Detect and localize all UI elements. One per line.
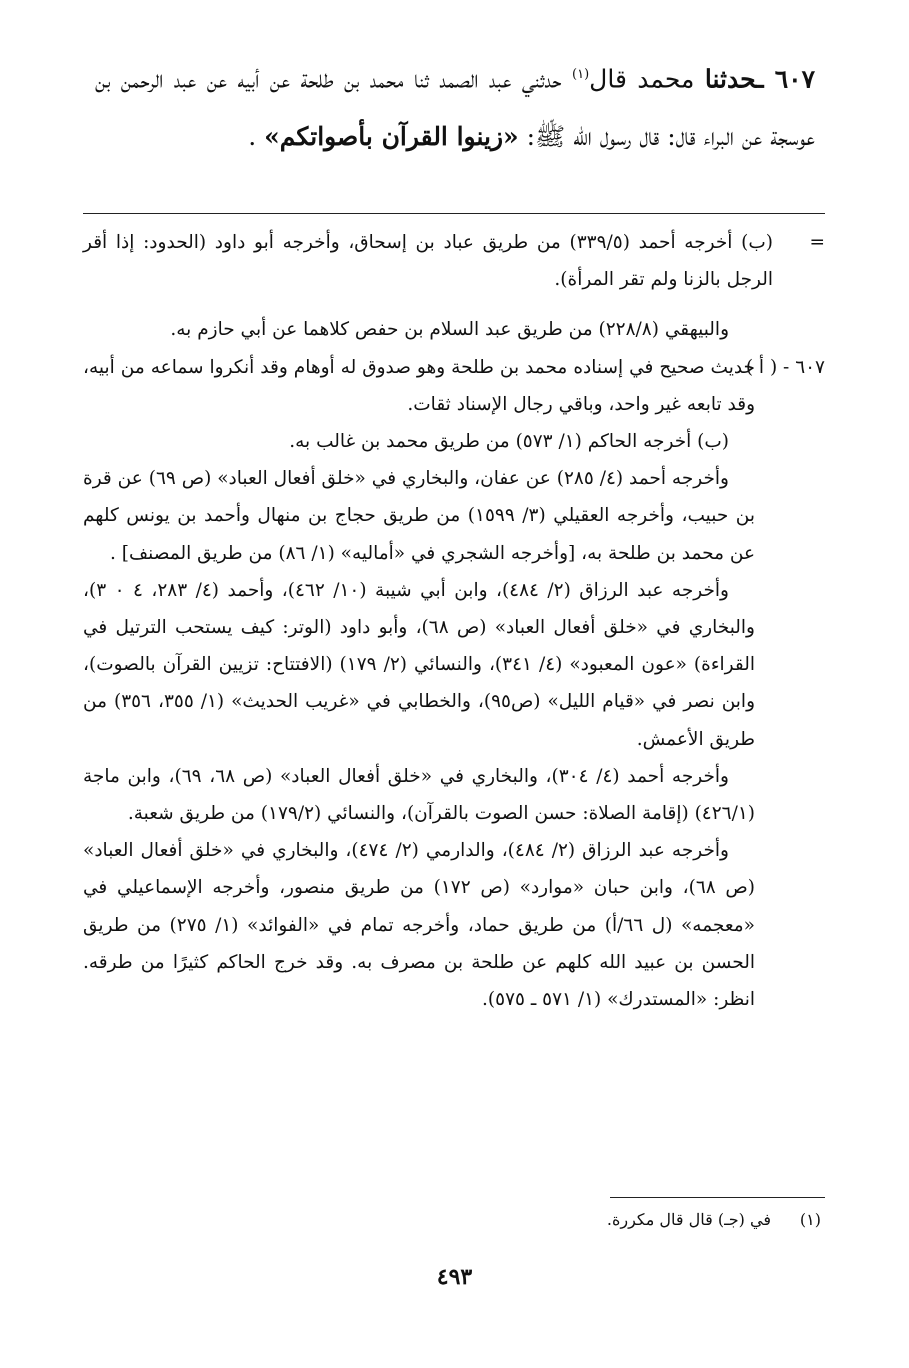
commentary-notes <box>83 224 825 1018</box>
note-prev-b <box>83 224 825 298</box>
hadith-narrator: محمد قال <box>589 64 705 94</box>
note-607-b: (ب) أخرجه الحاكم (١/ ٥٧٣) من طريق محمد بن غالب به. <box>289 431 729 453</box>
note-paragraph: وأخرجه عبد الرزاق (٢/ ٤٨٤)، والدارمي (٢/ ٤٧٤)، والبخاري في «خلق أفعال العباد» (ص ٦٨)، وابن حبان «موارد» (ص ١٧٢) من طريق منصور، وأخرجه الإسماعيلي في «معجمه» (ل ٦٦/أ) من طريق حماد، وأخرجه تمام في «الفوائد» (١/ ٢٧٥) من طريق الحسن بن عبيد الله كلهم عن طلحة بن مصرف به. وقد خرج الحاكم كثيرًا من طرقه. انظر: «المستدرك» (١/ ٥٧١ ـ ٥٧٥). <box>83 840 756 1011</box>
note-paragraph: والبيهقي (٢٢٨/٨) من طريق عبد السلام بن حفص كلاهما عن أبي حازم به. <box>170 319 729 341</box>
footnote-number: (١) <box>799 1210 821 1229</box>
footnote-separator <box>610 1197 825 1198</box>
note-607-a <box>83 349 825 423</box>
page-number: ٤٩٣ <box>436 1264 473 1290</box>
hadith-chain: حدثني عبد الصمد ثنا محمد بن طلحة عن أبيه عن عبد الرحمن بن عوسجة عن البراء قال: قال رسول الله ﷺ: <box>95 64 815 152</box>
note-label: (ب) <box>741 232 773 253</box>
hadith-number: ٦٠٧ ـ <box>756 64 816 94</box>
note-text: حديث صحيح في إسناده محمد بن طلحة وهو صدوق له أوهام وقد أنكروا سماعه من أبيه، وقد تابعه غير واحد، وباقي رجال الإسناد ثقات. <box>83 356 755 415</box>
note-paragraph: وأخرجه أحمد (٤/ ٢٨٥) عن عفان، والبخاري في «خلق أفعال العباد» (ص ٦٩) عن قرة بن حبيب، وأخرجه العقيلي (٣/ ١٥٩٩) من طريق حجاج بن منهال وأحمد بن يونس كلهم عن محمد بن طلحة به، [وأخرجه الشجري في «أماليه» (١/ ٨٦) من طريق المصنف] . <box>83 468 756 564</box>
note-label: ٦٠٧ - ( أ ) <box>745 356 825 378</box>
hadith-text <box>95 46 815 166</box>
hadith-end: . <box>248 122 265 152</box>
hadith-lead-word: حدثنا <box>704 64 757 94</box>
continuation-marker: = <box>809 232 825 253</box>
note-paragraph: وأخرجه أحمد (٤/ ٣٠٤)، والبخاري في «خلق أفعال العباد» (ص ٦٨، ٦٩)، وابن ماجة (٤٢٦/١) (إقامة الصلاة: حسن الصوت بالقرآن)، والنسائي (١٧٩/٢) من طريق شعبة. <box>83 765 755 825</box>
footnote <box>121 1208 821 1232</box>
footnote-text: في (جـ) قال قال مكررة. <box>606 1210 771 1229</box>
footnote-reference: (١) <box>572 67 590 82</box>
notes-separator <box>83 213 825 214</box>
note-paragraph: وأخرجه عبد الرزاق (٢/ ٤٨٤)، وابن أبي شيبة (١٠/ ٤٦٢)، وأحمد (٤/ ٢٨٣، ٤ ٠ ٣)، والبخاري في «خلق أفعال العباد» (ص ٦٨)، وأبو داود (الوتر: كيف يستحب الترتيل في القراءة) «عون المعبود» (٤/ ٣٤١)، والنسائي (٢/ ١٧٩) (الافتتاح: تزيين القرآن بالصوت)، وابن نصر في «قيام الليل» (ص٩٥)، والخطابي في «غريب الحديث» (١/ ٣٥٥، ٣٥٦) من طريق الأعمش. <box>83 579 756 750</box>
hadith-quote: «زينوا القرآن بأصواتكم» <box>264 122 519 152</box>
note-text: أخرجه أحمد (٣٣٩/٥) من طريق عباد بن إسحاق، وأخرجه أبو داود (الحدود: إذا أقر الرجل بالزنا ولم تقر المرأة). <box>83 232 773 291</box>
